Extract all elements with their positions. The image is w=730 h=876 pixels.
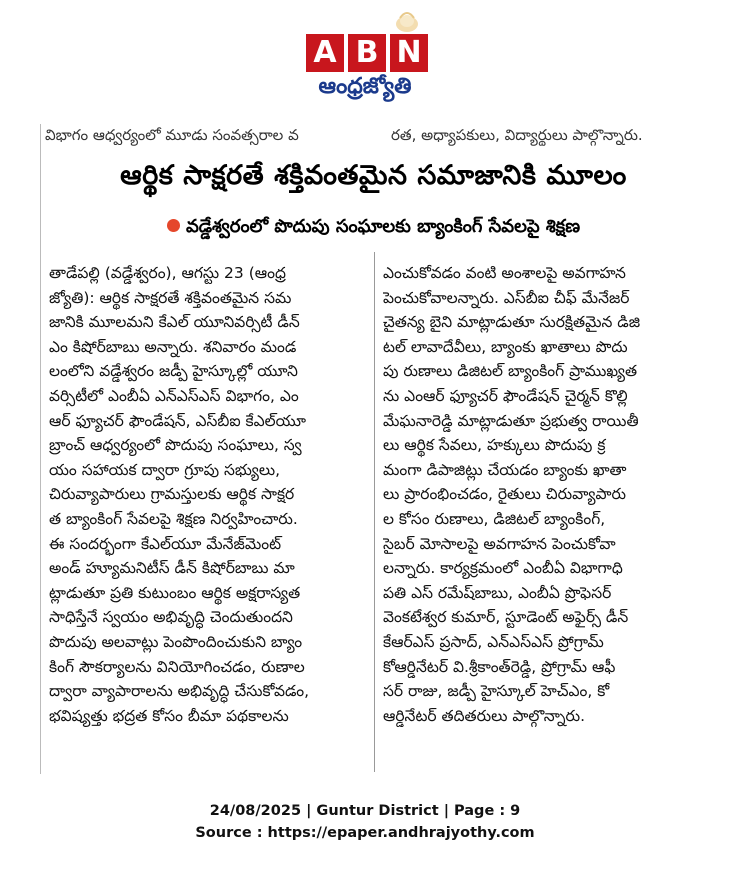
article-line: లన్నారు. కార్యక్రమంలో ఎంబీఏ విభాగాధి bbox=[383, 559, 623, 578]
subheadline-text: వడ్డేశ్వరంలో పొదుపు సంఘాలకు బ్యాంకింగ్ సేవలపై శిక్షణ bbox=[185, 216, 581, 237]
cut-line-left: విభాగం ఆధ్వర్యంలో మూడు సంవత్సరాల వ bbox=[45, 126, 299, 144]
logo-letter-a: A bbox=[306, 34, 344, 72]
article-line: భవిష్యత్తు భద్రత కోసం బీమా పథకాలను bbox=[49, 706, 289, 725]
article-line: ల కోసం రుణాలు, డిజిటల్ బ్యాంకింగ్, bbox=[383, 509, 606, 528]
article-line: తాడేపల్లి (వడ్డేశ్వరం), ఆగస్టు 23 (ఆంధ్ర bbox=[49, 264, 286, 282]
article-line: కింగ్ సౌకర్యాలను వినియోగించడం, రుణాల bbox=[49, 657, 305, 676]
article-line: జానికి మూలమని కేఎల్ యూనివర్సిటీ డీన్ bbox=[49, 313, 300, 332]
article-column-2 bbox=[383, 261, 697, 728]
column-divider bbox=[374, 252, 375, 772]
flame-icon bbox=[394, 10, 420, 34]
article-line: సర్ రాజు, జడ్పీ హైస్కూల్ హెచ్ఎం, కో bbox=[383, 682, 610, 701]
article-line: ఈ సందర్భంగా కేఎల్‌యూ మేనేజ్‌మెంట్ bbox=[49, 534, 282, 553]
article-column-1 bbox=[49, 261, 363, 728]
article-line: ఎం కిషోర్‌బాబు అన్నారు. శనివారం మండ bbox=[49, 337, 297, 356]
article-line: పతి ఎస్ రమేష్‌బాబు, ఎంబీఏ ప్రొఫెసర్ bbox=[383, 583, 612, 602]
article-line: జ్యోతి): ఆర్థిక సాక్షరతే శక్తివంతమైన సమ bbox=[49, 288, 292, 307]
article-line: చిరువ్యాపారులు గ్రామస్తులకు ఆర్థిక సాక్షర bbox=[49, 485, 295, 504]
footer-source-line: Source : https://epaper.andhrajyothy.com bbox=[195, 825, 535, 841]
article-line: బ్రాంచ్ ఆధ్వర్యంలో పొదుపు సంఘాలు, స్వ bbox=[49, 436, 302, 455]
article-line: ఆర్డినేటర్ తదితరులు పాల్గొన్నారు. bbox=[383, 706, 586, 725]
article-line: టల్ లావాదేవీలు, బ్యాంకు ఖాతాలు పొదు bbox=[383, 337, 628, 356]
cut-off-previous-article bbox=[41, 124, 706, 146]
article-line: త బ్యాంకింగ్ సేవలపై శిక్షణ నిర్వహించారు. bbox=[49, 509, 298, 528]
article-line: లు ప్రారంభించడం, రైతులు చిరువ్యాపారు bbox=[383, 485, 627, 504]
article-line: పు రుణాలు డిజిటల్ బ్యాంకింగ్ ప్రాముఖ్యత bbox=[383, 362, 638, 381]
article-line: అండ్ హ్యూమనిటీస్ డీన్ కిషోర్‌బాబు మా bbox=[49, 559, 295, 578]
newspaper-clipping bbox=[40, 124, 706, 774]
bullet-dot-icon bbox=[167, 219, 180, 232]
article-line: మేఘనారెడ్డి మాట్లాడుతూ ప్రభుత్వ రాయితీ bbox=[383, 411, 639, 430]
article-subheadline bbox=[41, 216, 706, 241]
article-line: యం సహాయక ద్వారా గ్రూపు సభ్యులు, bbox=[49, 460, 281, 479]
abn-letters bbox=[306, 34, 428, 72]
article-line: కేఆర్ఎస్ ప్రసాద్, ఎన్ఎస్ఎస్ ప్రోగ్రామ్ bbox=[383, 632, 604, 651]
logo-letter-b: B bbox=[348, 34, 386, 72]
article-line: ద్వారా వ్యాపారాలను అభివృద్ధి చేసుకోవడం, bbox=[49, 682, 310, 701]
article-line: లంలోని వడ్డేశ్వరం జడ్పీ హైస్కూల్లో యూని bbox=[49, 362, 298, 381]
logo-letter-n: N bbox=[390, 34, 428, 72]
article-line: మంగా డిపాజిట్లు చేయడం బ్యాంకు ఖాతా bbox=[383, 460, 627, 479]
article-line: సాధిస్తేనే స్వయం అభివృద్ధి చెందుతుందని bbox=[49, 608, 293, 627]
article-line: పెంచుకోవాలన్నారు. ఎస్‌బీఐ చీఫ్ మేనేజర్ bbox=[383, 288, 630, 307]
article-line: కోఆర్డినేటర్ వి.శ్రీకాంత్‌రెడ్డి, ప్రోగ్రామ్ ఆఫీ bbox=[383, 657, 616, 676]
cut-line-right: రత, అధ్యాపకులు, విద్యార్థులు పాల్గొన్నారు. bbox=[391, 126, 643, 144]
article-line: వర్సిటీలో ఎంబీఏ ఎన్ఎస్ఎస్ విభాగం, ఎం bbox=[49, 386, 299, 405]
logo-subtitle: ఆంధ్రజ్యోతి bbox=[318, 74, 412, 99]
article-line: ఆర్ ఫ్యూచర్ ఫౌండేషన్, ఎస్‌బీఐ కేఎల్‌యూ bbox=[49, 411, 306, 430]
article-line: ట్లాడుతూ ప్రతి కుటుంబం ఆర్థిక అక్షరాస్యత bbox=[49, 583, 301, 602]
abn-andhrajyothy-logo bbox=[300, 8, 430, 118]
footer-date-line: 24/08/2025 | Guntur District | Page : 9 bbox=[209, 803, 521, 819]
article-line: పొదుపు అలవాట్లు పెంపొందించుకుని బ్యాం bbox=[49, 632, 303, 651]
article-headline: ఆర్థిక సాక్షరతే శక్తివంతమైన సమాజానికి మూలం bbox=[120, 160, 627, 191]
article-line: సైబర్ మోసాలపై అవగాహన పెంచుకోవా bbox=[383, 534, 616, 553]
article-line: ను ఎంఆర్ ఫ్యూచర్ ఫౌండేషన్ చైర్మన్ కొల్లి bbox=[383, 386, 628, 405]
article-line: లు ఆర్థిక సేవలు, హక్కులు పొదుపు క్ర bbox=[383, 436, 606, 455]
article-line: ఎంచుకోవడం వంటి అంశాలపై అవగాహన bbox=[383, 264, 626, 282]
article-line: వెంకటేశ్వర కుమార్, స్టూడెంట్ అఫైర్స్ డీన్ bbox=[383, 608, 629, 627]
article-line: చైతన్య బైని మాట్లాడుతూ సురక్షితమైన డిజి bbox=[383, 313, 641, 332]
